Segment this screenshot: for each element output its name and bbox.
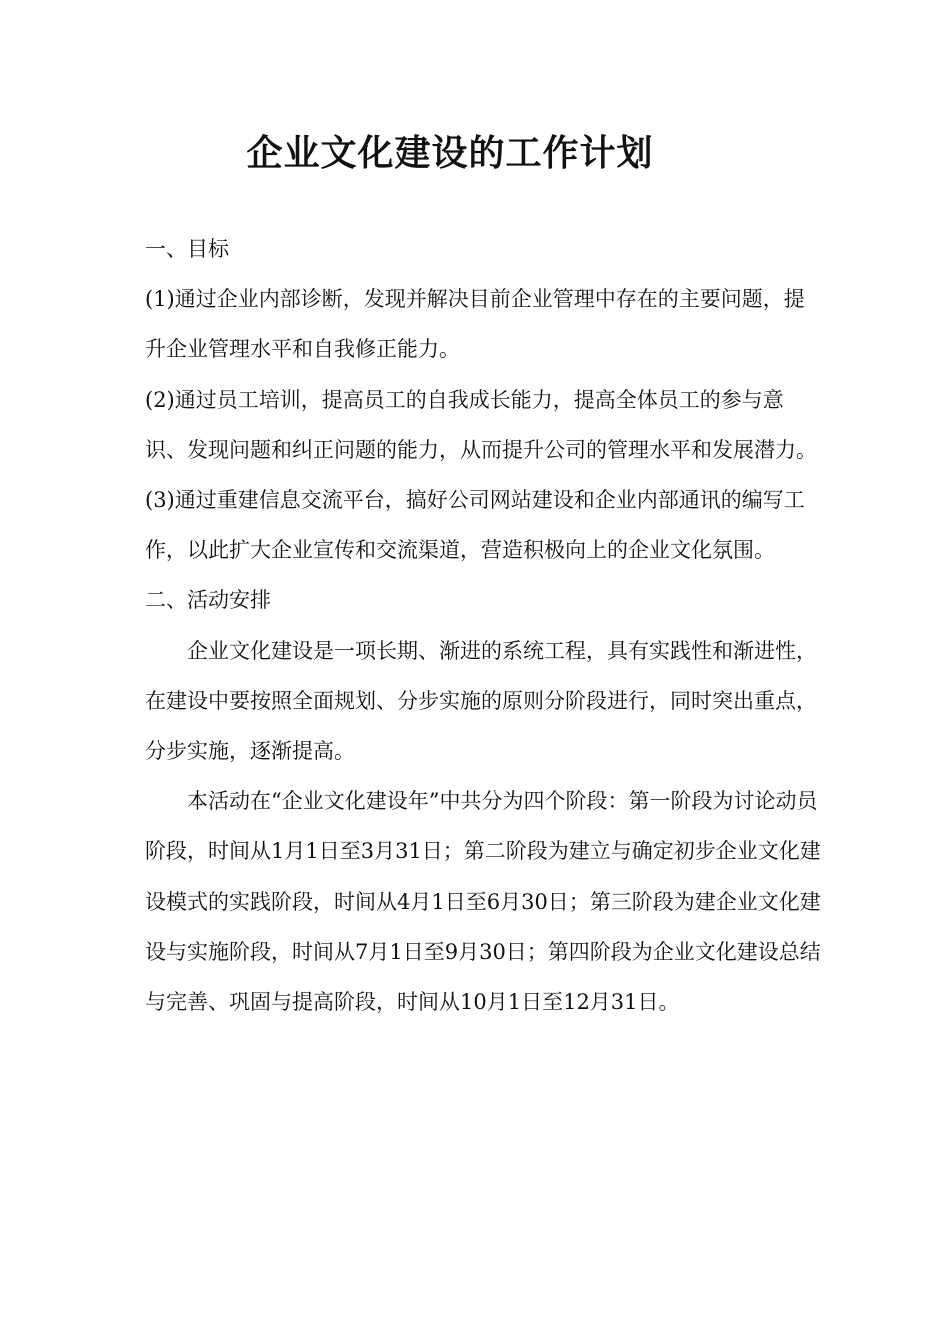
goal-item-2: (2)通过员工培训，提高员工的自我成长能力，提高全体员工的参与意识、发现问题和纠正问题的能力，从而提升公司的管理水平和发展潜力。 [145,387,817,462]
activities-paragraph-2: 本活动在“企业文化建设年”中共分为四个阶段：第一阶段为讨论动员阶段，时间从1月1日至3月31日；第二阶段为建立与确定初步企业文化建设模式的实践阶段，时间从4月1日至6月30日；第三阶段为建企业文化建设与实施阶段，时间从7月1日至9月30日；第四阶段为企业文化建设总结与完善、巩固与提高阶段，时间从10月1日至12月31日。 [145,789,821,1015]
section-heading-goals: 一、目标 [145,237,229,261]
goal-item-1: (1)通过企业内部诊断，发现并解决目前企业管理中存在的主要问题，提升企业管理水平和自我修正能力。 [145,287,805,362]
document-title: 企业文化建设的工作计划 [246,132,654,174]
section-heading-activities: 二、活动安排 [145,588,271,613]
document-body [145,224,825,1027]
goal-item-3: (3)通过重建信息交流平台，搞好公司网站建设和企业内部通讯的编写工作，以此扩大企业宣传和交流渠道，营造积极向上的企业文化氛围。 [145,488,805,563]
activities-paragraph-1: 企业文化建设是一项长期、渐进的系统工程，具有实践性和渐进性，在建设中要按照全面规划、分步实施的原则分阶段进行，同时突出重点，分步实施，逐渐提高。 [145,638,817,764]
